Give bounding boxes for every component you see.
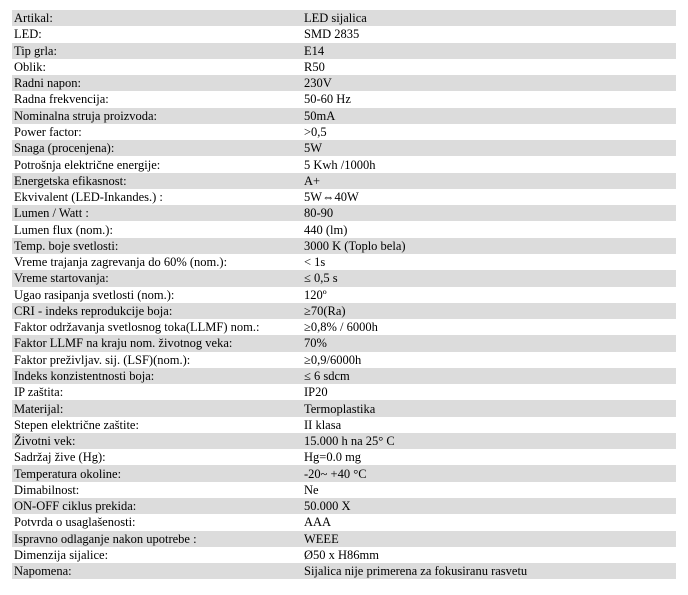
table-row	[12, 465, 676, 481]
table-row	[12, 189, 676, 205]
spec-label: Vreme startovanja:	[12, 270, 302, 286]
spec-label: Ugao rasipanja svetlosti (nom.):	[14, 287, 175, 302]
spec-label: Stepen električne zaštite:	[14, 417, 139, 432]
spec-value: ≥70(Ra)	[302, 303, 676, 319]
table-row	[12, 417, 676, 433]
spec-label: Ispravno odlaganje nakon upotrebe :	[12, 531, 302, 547]
spec-value: -20~ +40 °C	[302, 465, 676, 481]
table-row	[12, 547, 676, 563]
table-row	[12, 108, 676, 124]
table-row	[12, 303, 676, 319]
spec-label: LED:	[14, 27, 42, 42]
spec-value: ≥0,8% / 6000h	[304, 320, 378, 335]
table-row	[12, 384, 676, 400]
spec-label: Radni napon:	[12, 75, 302, 91]
spec-value: II klasa	[304, 417, 342, 432]
spec-value: 5W⇔40W	[304, 190, 359, 205]
spec-value: 5W	[302, 140, 676, 156]
spec-label: Lumen / Watt :	[12, 205, 302, 221]
table-row	[12, 433, 676, 449]
table-row	[12, 238, 676, 254]
table-row	[12, 563, 676, 579]
spec-value: 50.000 X	[302, 498, 676, 514]
spec-label: Životni vek:	[12, 433, 302, 449]
table-row	[12, 531, 676, 547]
spec-label: Materijal:	[12, 400, 302, 416]
spec-value: Hg=0.0 mg	[304, 450, 362, 465]
spec-label: Tip grla:	[12, 43, 302, 59]
spec-value: Sijalica nije primerena za fokusiranu rasvetu	[302, 563, 676, 579]
table-row	[12, 270, 676, 286]
table-row	[12, 26, 676, 42]
table-row	[12, 352, 676, 368]
table-row	[12, 173, 676, 189]
table-row	[12, 368, 676, 384]
spec-label: Energetska efikasnost:	[12, 173, 302, 189]
spec-label: Ekvivalent (LED-Inkandes.) :	[14, 190, 163, 205]
spec-value: 50-60 Hz	[304, 92, 351, 107]
spec-value: 440 (lm)	[304, 222, 348, 237]
spec-label: CRI - indeks reprodukcije boja:	[12, 303, 302, 319]
spec-value: A+	[302, 173, 676, 189]
table-row	[12, 59, 676, 75]
spec-value: 15.000 h na 25° C	[302, 433, 676, 449]
spec-value: ≤ 0,5 s	[302, 270, 676, 286]
spec-table-body	[12, 10, 676, 579]
table-row	[12, 319, 676, 335]
spec-label: Oblik:	[14, 59, 46, 74]
spec-value: 120º	[304, 287, 327, 302]
spec-value: 50mA	[302, 108, 676, 124]
spec-table	[12, 10, 676, 579]
spec-label: Indeks konzistentnosti boja:	[12, 368, 302, 384]
spec-value: Ø50 x H86mm	[304, 547, 379, 562]
table-row	[12, 400, 676, 416]
spec-value: 70%	[302, 335, 676, 351]
table-row	[12, 10, 676, 26]
spec-value: R50	[304, 59, 325, 74]
spec-value: < 1s	[304, 255, 326, 270]
spec-label: Sadržaj žive (Hg):	[14, 450, 106, 465]
table-row	[12, 514, 676, 530]
spec-label: Snaga (procenjena):	[12, 140, 302, 156]
table-row	[12, 482, 676, 498]
spec-value: 5 Kwh /1000h	[304, 157, 376, 172]
spec-label: Potvrda o usaglašenosti:	[14, 515, 136, 530]
spec-value: Termoplastika	[302, 400, 676, 416]
spec-label: Napomena:	[12, 563, 302, 579]
spec-label: Temperatura okoline:	[12, 465, 302, 481]
spec-label: Vreme trajanja zagrevanja do 60% (nom.):	[14, 255, 228, 270]
spec-value: 3000 K (Toplo bela)	[302, 238, 676, 254]
spec-value: SMD 2835	[304, 27, 360, 42]
spec-value: AAA	[304, 515, 332, 530]
spec-label: Power factor:	[14, 124, 82, 139]
table-row	[12, 75, 676, 91]
spec-label: Nominalna struja proizvoda:	[12, 108, 302, 124]
table-row	[12, 335, 676, 351]
spec-value: LED sijalica	[302, 10, 676, 26]
spec-label: Artikal:	[12, 10, 302, 26]
spec-label: Potrošnja električne energije:	[14, 157, 161, 172]
spec-label: Lumen flux (nom.):	[14, 222, 113, 237]
spec-value: 230V	[302, 75, 676, 91]
spec-value: E14	[302, 43, 676, 59]
table-row	[12, 91, 676, 107]
spec-label: Radna frekvencija:	[14, 92, 109, 107]
table-row	[12, 156, 676, 172]
table-row	[12, 254, 676, 270]
table-row	[12, 124, 676, 140]
table-row	[12, 498, 676, 514]
table-row	[12, 449, 676, 465]
table-row	[12, 221, 676, 237]
spec-value: IP20	[304, 385, 328, 400]
spec-value: WEEE	[302, 531, 676, 547]
spec-value: Ne	[304, 482, 319, 497]
spec-label: Temp. boje svetlosti:	[12, 238, 302, 254]
table-row	[12, 43, 676, 59]
spec-label: Faktor održavanja svetlosnog toka(LLMF) nom.:	[14, 320, 260, 335]
spec-value: >0,5	[304, 124, 327, 139]
spec-label: Faktor LLMF na kraju nom. životnog veka:	[12, 335, 302, 351]
spec-label: ON-OFF ciklus prekida:	[12, 498, 302, 514]
spec-value: 80-90	[302, 205, 676, 221]
spec-label: Faktor preživljav. sij. (LSF)(nom.):	[14, 352, 191, 367]
table-row	[12, 287, 676, 303]
spec-label: Dimenzija sijalice:	[14, 547, 109, 562]
spec-label: IP zaštita:	[14, 385, 64, 400]
spec-label: Dimabilnost:	[14, 482, 80, 497]
spec-value: ≥0,9/6000h	[304, 352, 362, 367]
table-row	[12, 140, 676, 156]
spec-value: ≤ 6 sdcm	[302, 368, 676, 384]
table-row	[12, 205, 676, 221]
